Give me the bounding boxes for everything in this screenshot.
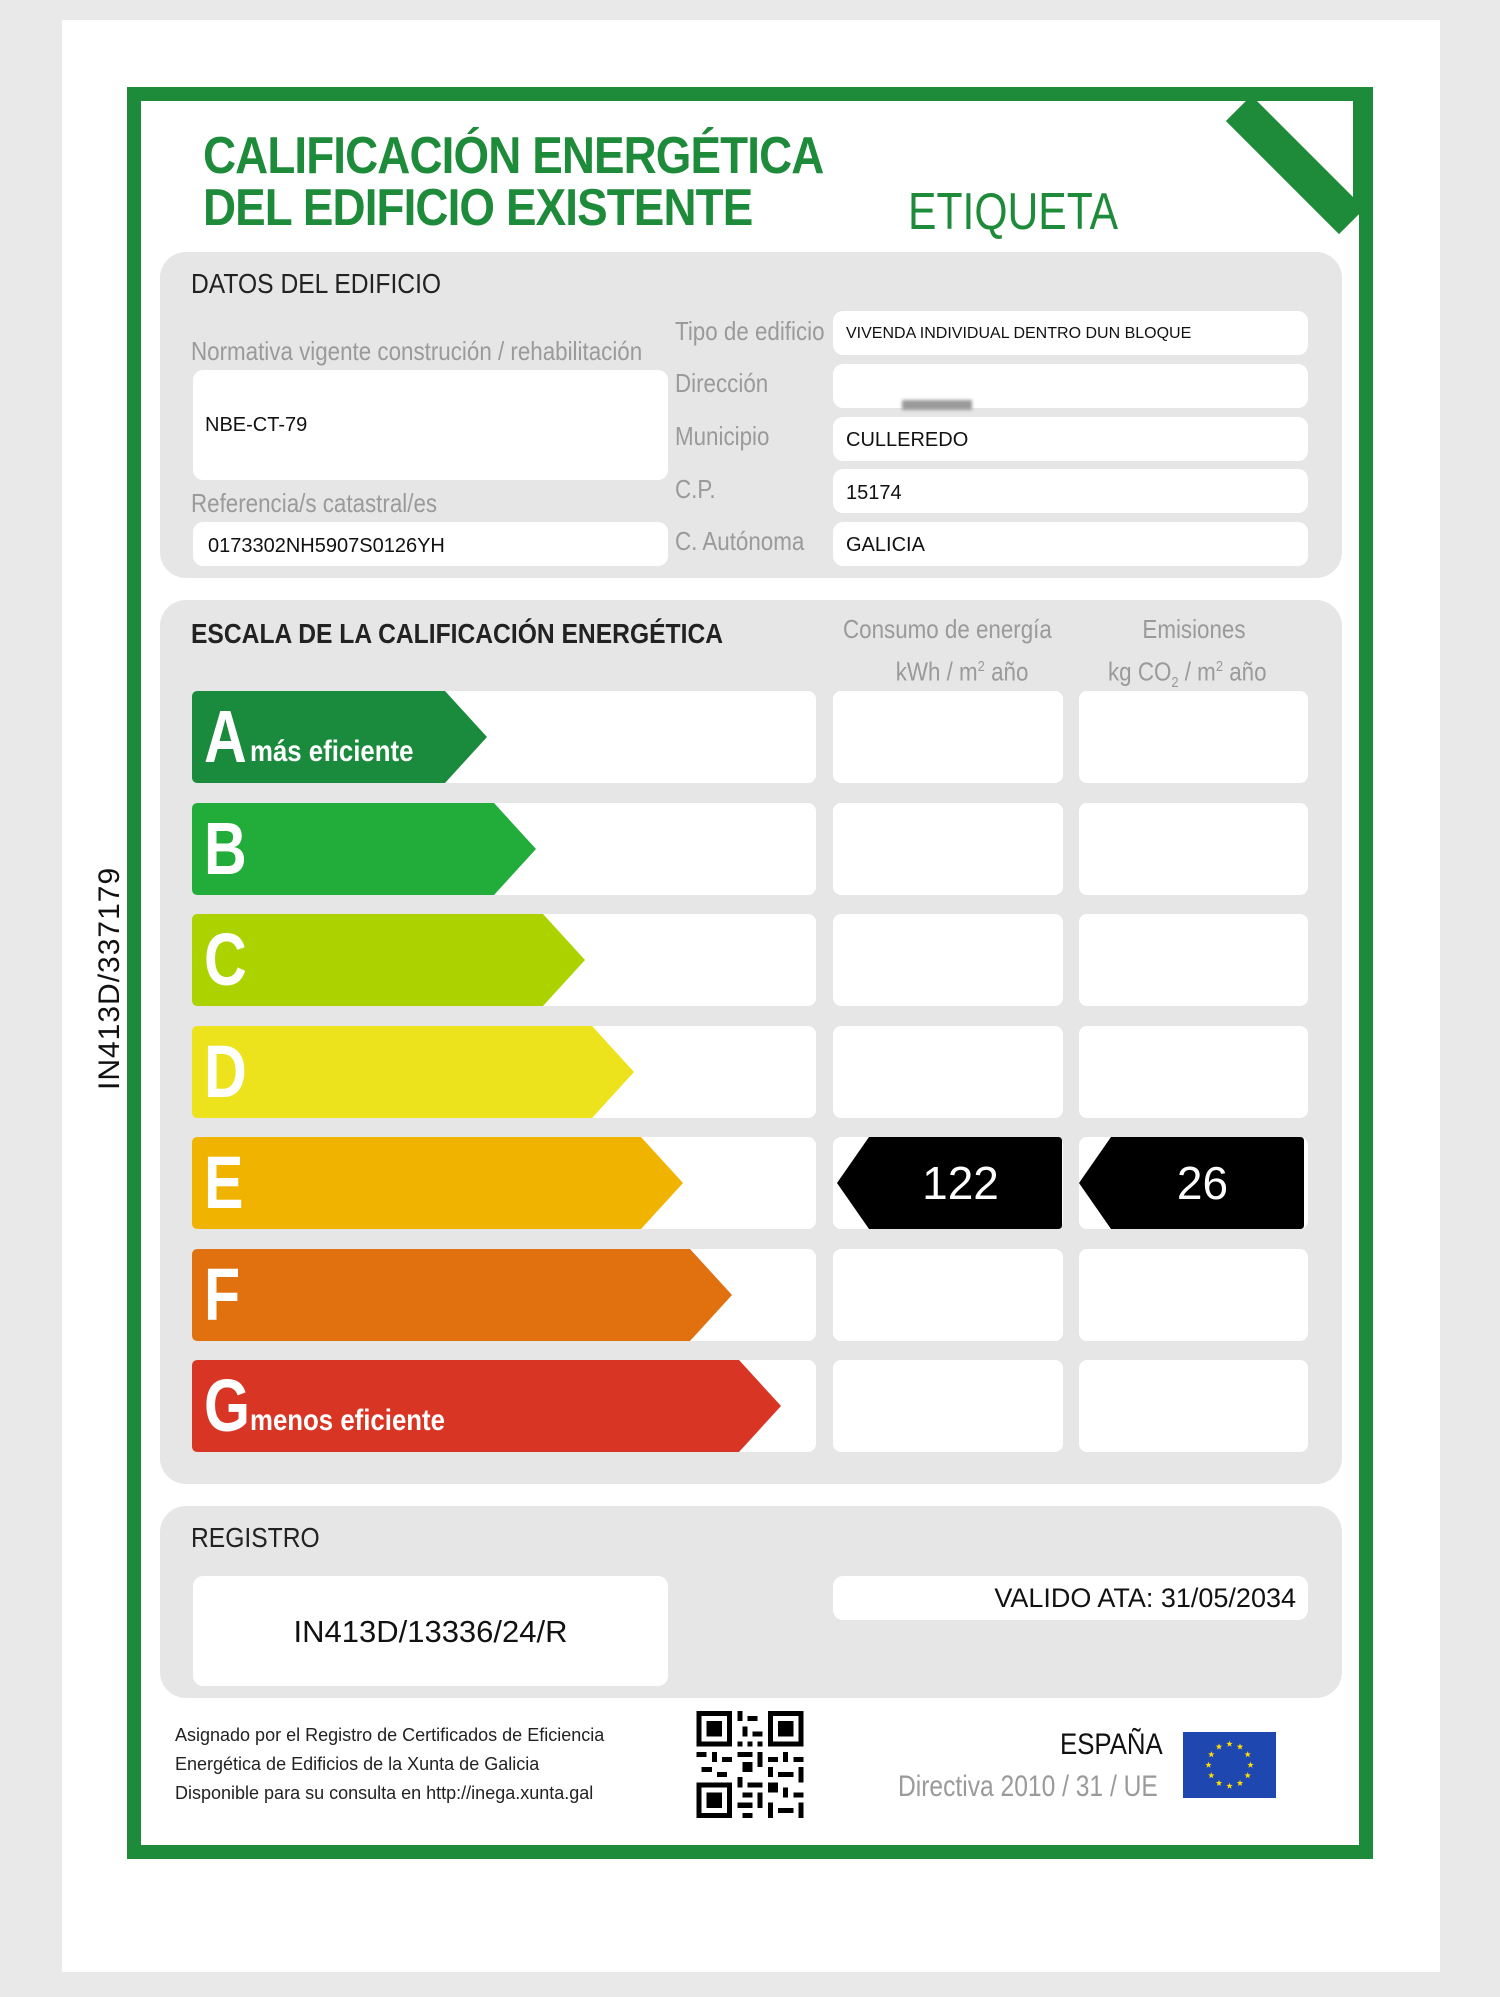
cp-value: 15174 [846,482,902,504]
emisiones-header [1108,610,1267,702]
municipio-value: CULLEREDO [846,429,969,451]
consumo-unit-sup: 2 [977,658,985,675]
registro-heading: REGISTRO [191,1522,320,1553]
class-label-b [192,803,536,895]
class-label-e [192,1137,683,1229]
class-letter: G [204,1364,251,1447]
class-subtitle: menos eficiente [250,1404,446,1437]
direccion-label: Dirección [675,368,769,398]
class-label-g [192,1360,781,1452]
emisiones-unit-sup: 2 [1215,658,1223,675]
consumo-unit [843,648,1052,691]
class-label-f [192,1249,732,1341]
emisiones-unit-text: kg CO [1108,656,1172,687]
footer-text [175,1721,604,1808]
emisiones-cell-b [1079,803,1308,895]
qr-code [695,1711,805,1818]
country-label: ESPAÑA [1060,1728,1163,1761]
class-label-a [192,691,487,783]
cp-label: C.P. [675,474,716,504]
eu-flag-icon [1183,1732,1276,1798]
emisiones-unit-year: año [1222,656,1267,687]
consumo-cell-f [833,1249,1063,1341]
registro-number: IN413D/13336/24/R [293,1614,568,1649]
building-heading: DATOS DEL EDIFICIO [191,268,442,299]
class-letter: D [204,1030,247,1113]
emisiones-cell-d [1079,1026,1308,1118]
emisiones-cell-a [1079,691,1308,783]
consumo-unit-text: kWh / m [895,656,978,687]
emisiones-unit-sub: 2 [1171,673,1179,691]
directive-label: Directiva 2010 / 31 / UE [898,1770,1158,1803]
title-line-2: DEL EDIFICIO EXISTENTE [203,179,753,237]
normativa-value: NBE-CT-79 [205,414,308,436]
emisiones-title: Emisiones [1142,614,1246,644]
tipo-label: Tipo de edificio [675,316,825,346]
consumo-unit-year: año [984,656,1029,687]
side-code: IN413D/337179 [93,866,126,1090]
emisiones-cell-g [1079,1360,1308,1452]
class-letter: A [204,695,247,778]
valid-until: VALIDO ATA: 31/05/2034 [994,1583,1296,1613]
catastral-value: 0173302NH5907S0126YH [208,535,445,557]
emisiones-unit-area: / m [1178,656,1216,687]
class-subtitle: más eficiente [250,735,414,768]
corner-fold-cut [1257,101,1353,197]
consumo-header [843,610,1052,691]
tipo-value: VIVENDA INDIVIDUAL DENTRO DUN BLOQUE [846,325,1192,342]
autonoma-label: C. Autónoma [675,526,805,556]
consumo-cell-c [833,914,1063,1006]
class-letter: C [204,918,247,1001]
direccion-redaction [902,400,972,410]
class-letter: E [204,1141,244,1224]
title-line-1: CALIFICACIÓN ENERGÉTICA [203,127,824,185]
footer-line-1: Asignado por el Registro de Certificados de Eficiencia [175,1725,605,1745]
class-letter: F [204,1253,241,1336]
consumo-cell-a [833,691,1063,783]
emisiones-cell-c [1079,914,1308,1006]
footer-line-2: Energética de Edificios de la Xunta de Galicia [175,1754,540,1774]
emisiones-cell-f [1079,1249,1308,1341]
consumo-cell-d [833,1026,1063,1118]
class-letter: B [204,807,247,890]
consumo-cell-g [833,1360,1063,1452]
etiqueta-label: ETIQUETA [908,183,1119,241]
emisiones-rating-value: 26 [1176,1157,1229,1209]
cp-box [833,469,1308,513]
scale-heading: ESCALA DE LA CALIFICACIÓN ENERGÉTICA [191,618,724,649]
autonoma-value: GALICIA [846,534,925,556]
consumo-cell-b [833,803,1063,895]
footer-line-3: Disponible para su consulta en http://inega.xunta.gal [175,1783,594,1803]
consumo-title: Consumo de energía [843,614,1052,644]
municipio-label: Municipio [675,421,770,451]
label-title [203,127,824,237]
class-label-c [192,914,585,1006]
normativa-label: Normativa vigente construción / rehabilitación [191,336,643,366]
class-label-d [192,1026,634,1118]
catastral-label: Referencia/s catastral/es [191,488,438,518]
consumo-rating-value: 122 [922,1157,999,1209]
